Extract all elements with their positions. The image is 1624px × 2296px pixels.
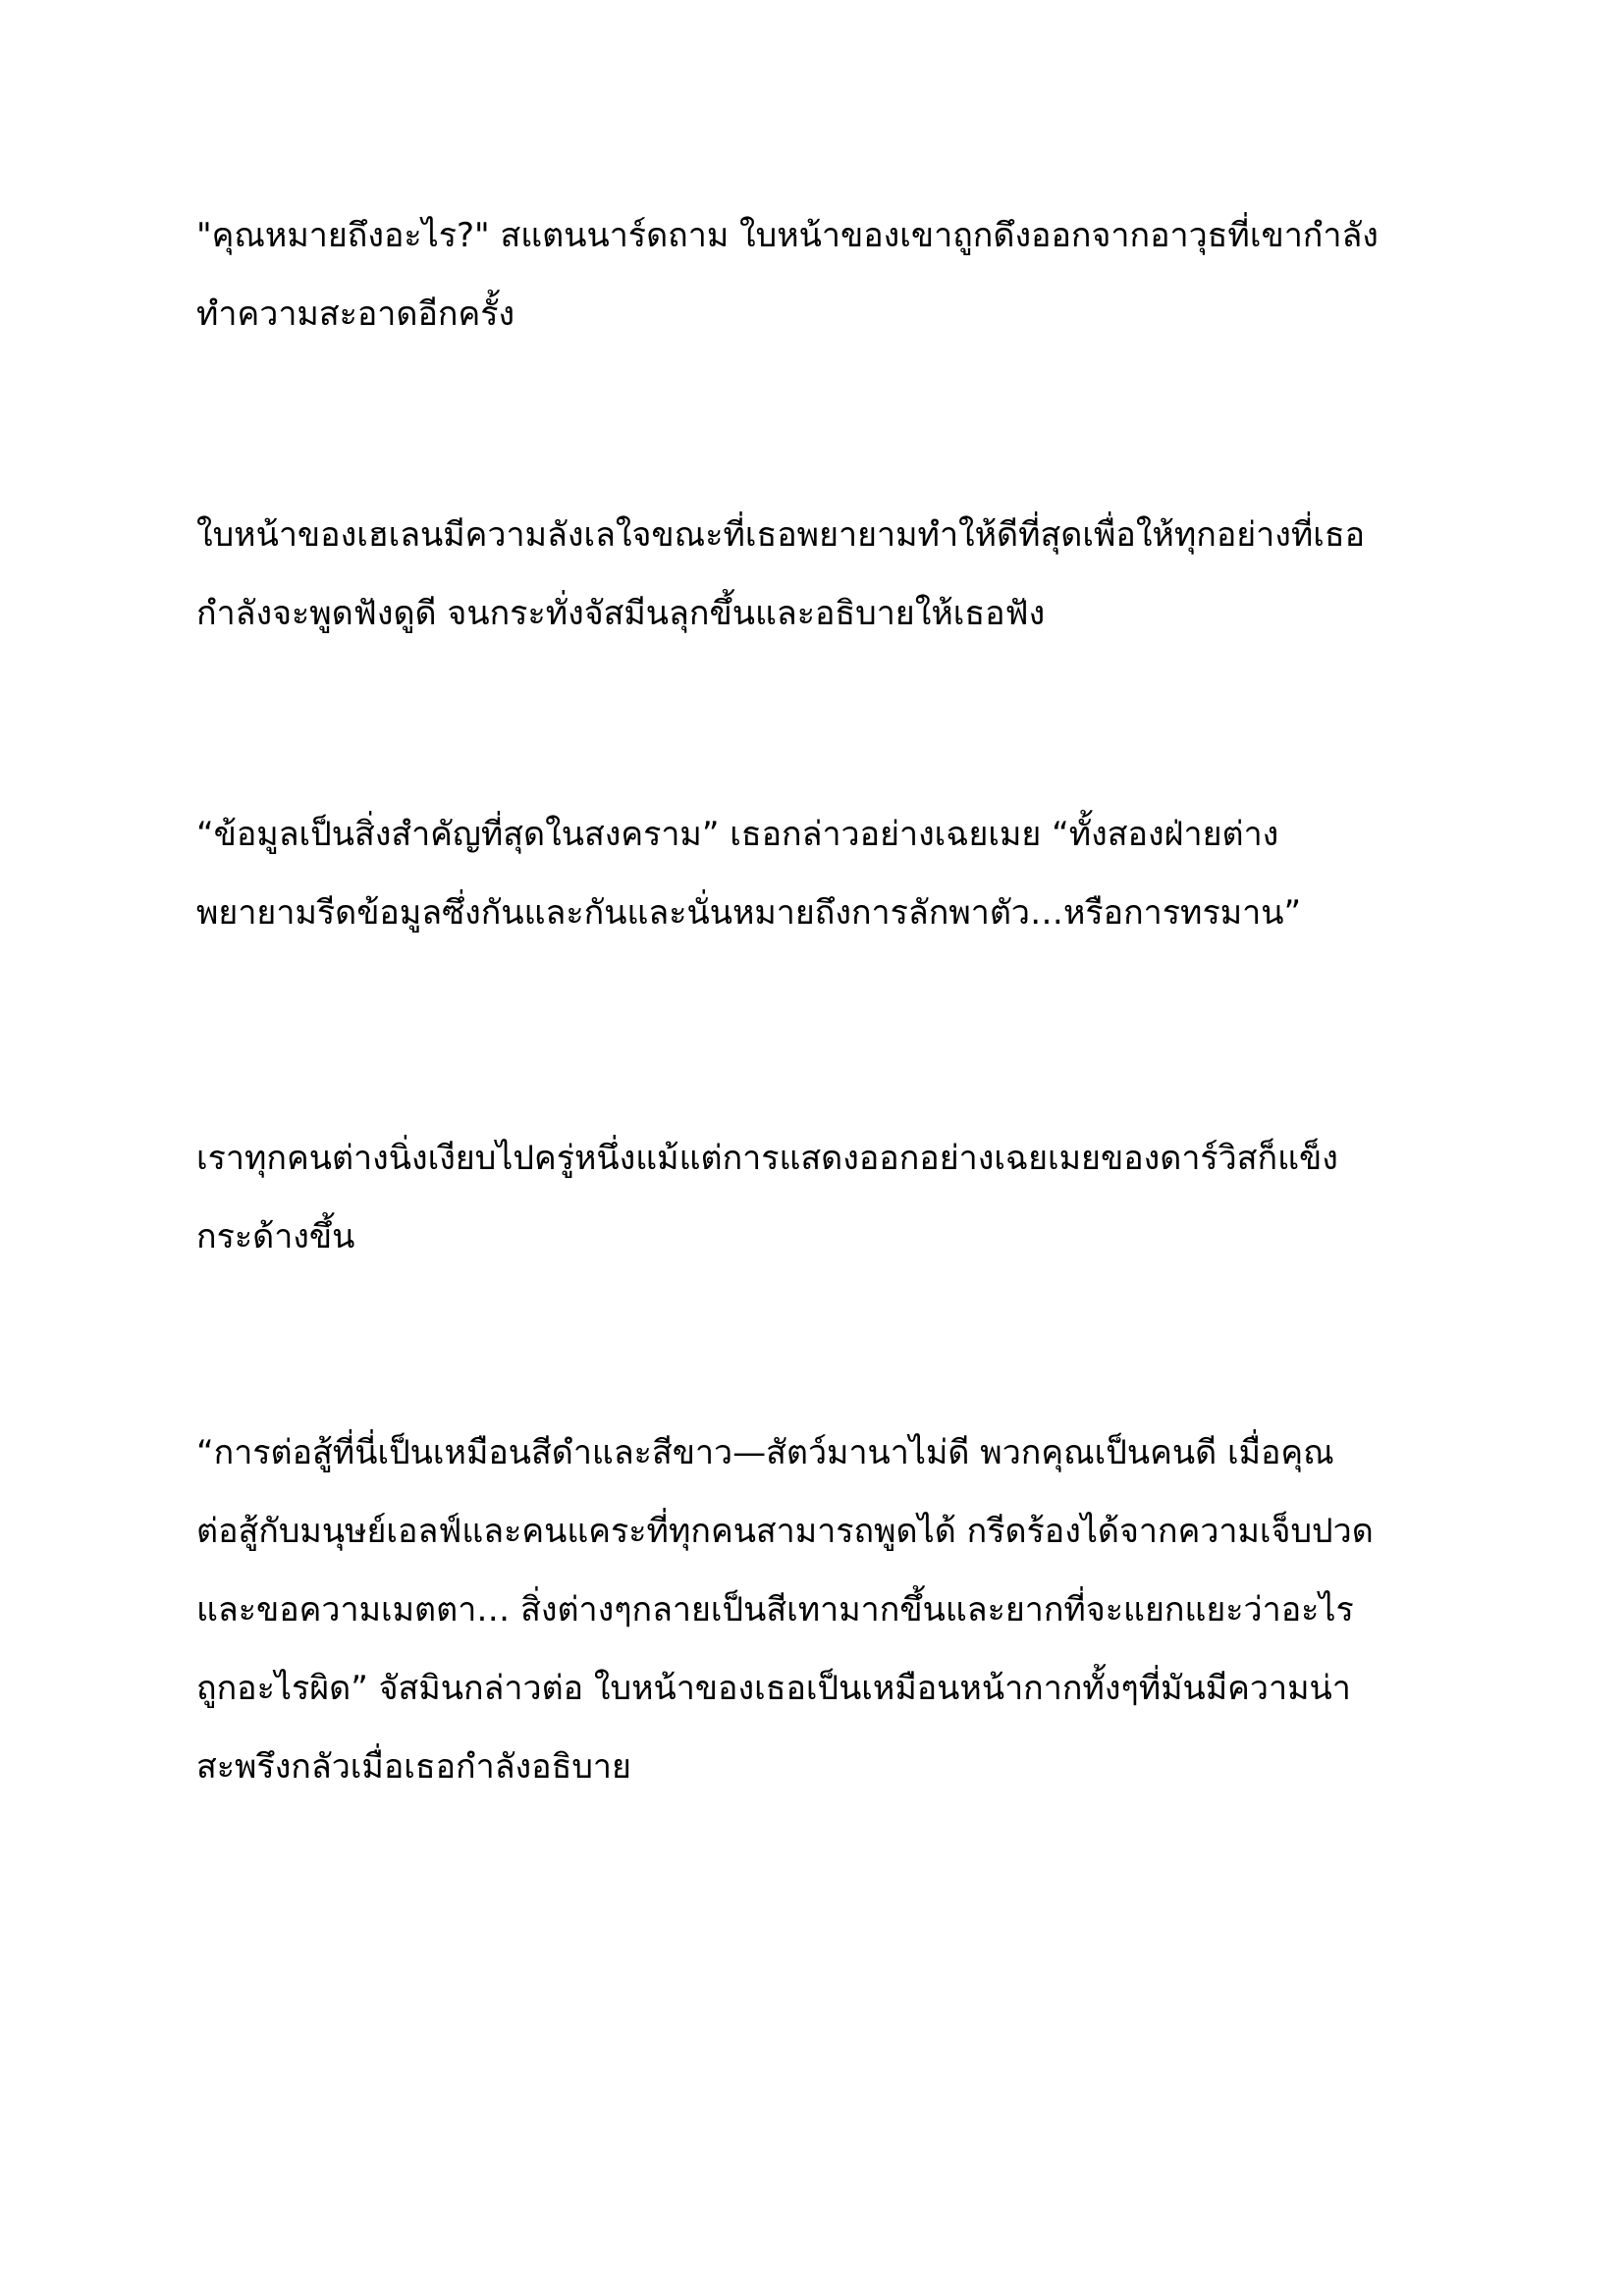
paragraph-1: "คุณหมายถึงอะไร?" สแตนนาร์ดถาม ใบหน้าของเขาถูกดึงออกจากอาวุธที่เขากำลัง ทำความสะอาดอีกครั้ง [196, 216, 1379, 334]
paragraph-2: ใบหน้าของเฮเลนมีความลังเลใจขณะที่เธอพยายามทำให้ดีที่สุดเพื่อให้ทุกอย่างที่เธอ กำลังจะพูดฟังดูดี จนกระทั่งจัสมีนลุกขึ้นและอธิบายให้เธอฟัง [196, 515, 1366, 633]
paragraph-4: เราทุกคนต่างนิ่งเงียบไปครู่หนึ่งแม้แต่การแสดงออกอย่างเฉยเมยของดาร์วิสก็แข็ง กระด้างขึ้น [196, 1139, 1338, 1256]
paragraph-5: “การต่อสู้ที่นี่เป็นเหมือนสีดำและสีขาว—สัตว์มานาไม่ดี พวกคุณเป็นคนดี เมื่อคุณ ต่อสู้กับมนุษย์เอลฟ์และคนแคระที่ทุกคนสามารถพูดได้ กรีดร้องได้จากความเจ็บปวด และขอความเมตตา… สิ่งต่างๆกลายเป็นสีเทามากขึ้นและยากที่จะแยกแยะว่าอะไร ถูกอะไรผิด” จัสมินกล่าวต่อ ใบหน้าของเธอเป็นเหมือนหน้ากากทั้งๆที่มันมีความน่า สะพรึงกลัวเมื่อเธอกำลังอธิบาย [196, 1433, 1374, 1787]
paragraph-3: “ข้อมูลเป็นสิ่งสำคัญที่สุดในสงคราม” เธอกล่าวอย่างเฉยเมย “ทั้งสองฝ่ายต่าง พยายามรีดข้อมูลซึ่งกันและกันและนั่นหมายถึงการลักพาตัว…หรือการทรมาน” [196, 815, 1302, 933]
